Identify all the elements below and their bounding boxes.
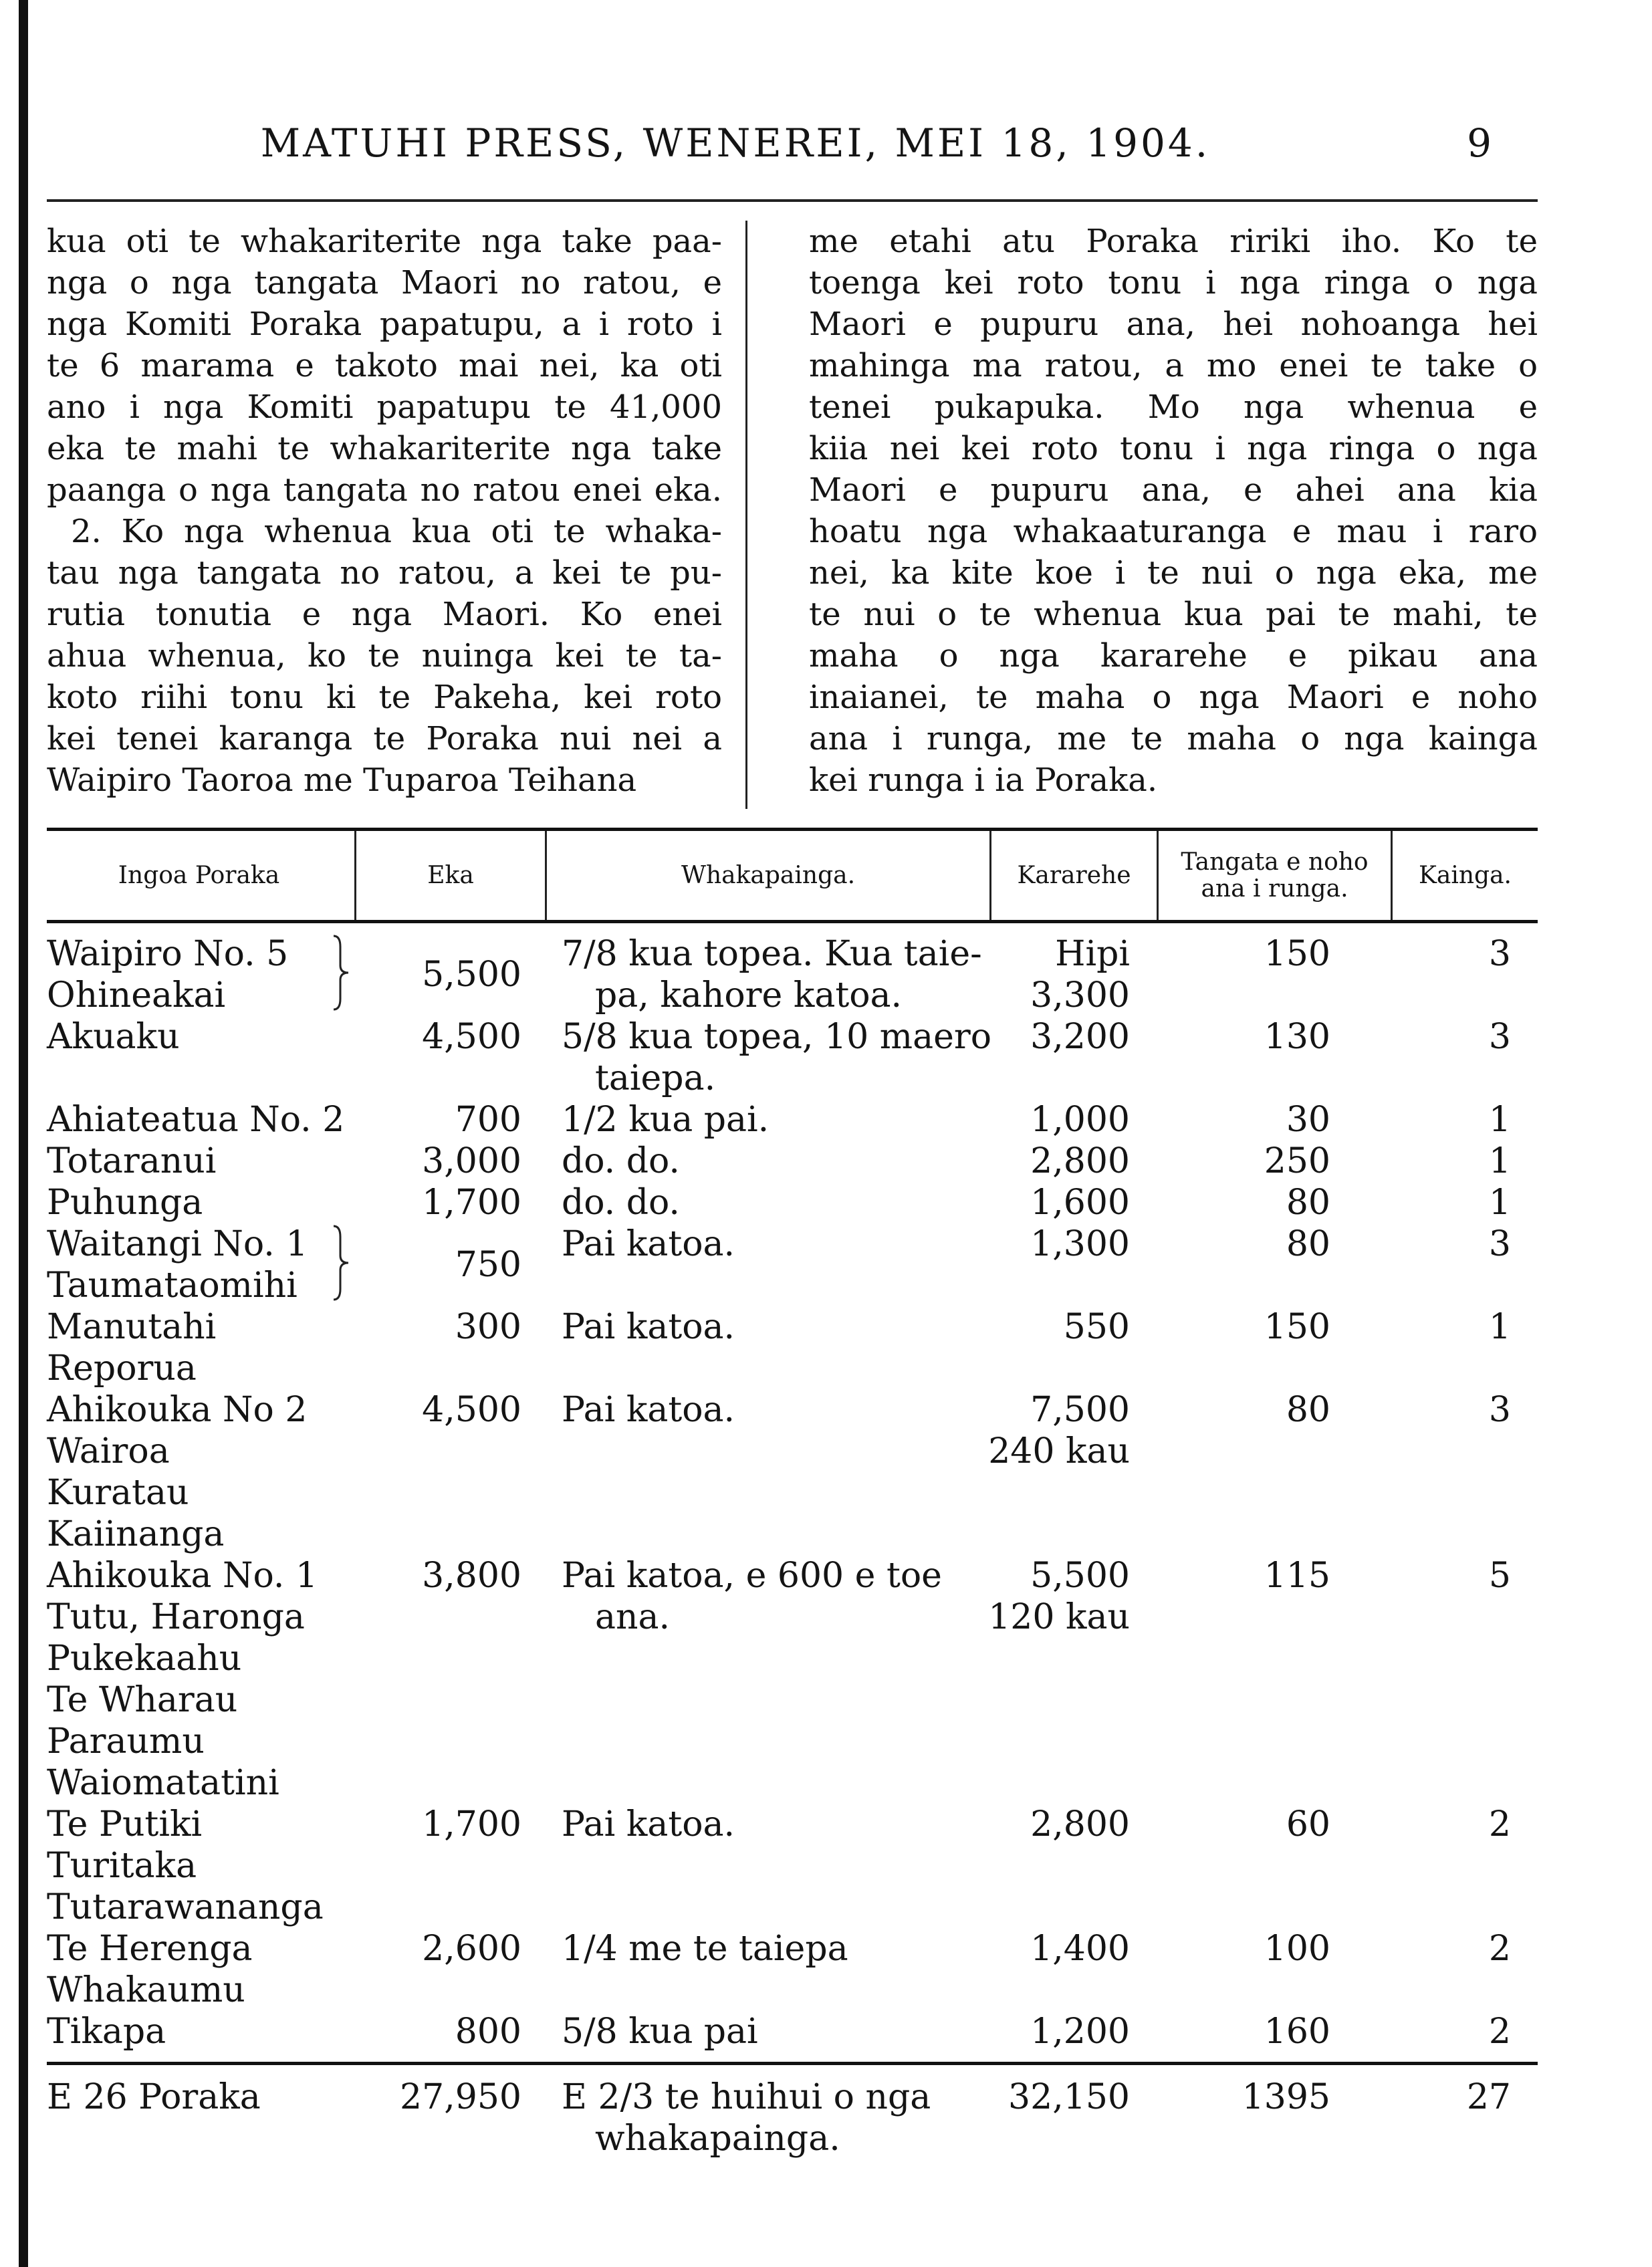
tangata-line: 160 — [1264, 2012, 1330, 2052]
kararehe-line: 1,200 — [1030, 2012, 1130, 2052]
table-row — [47, 1099, 1538, 1141]
kainga-line: 1 — [1488, 1141, 1511, 1181]
kararehe-line: 3,300 — [1030, 975, 1130, 1016]
block-whakapainga — [562, 1016, 992, 1099]
block-name-line: Totaranui — [47, 1141, 217, 1181]
kainga-line: 3 — [1488, 1017, 1511, 1057]
whakapainga-line: 1/2 kua pai. — [562, 1100, 770, 1140]
whakapainga-line: whakapainga. — [595, 2119, 840, 2159]
whakapainga-line: ana. — [595, 1597, 671, 1637]
body-text-line: paanga o nga tangata no ratou enei eka. — [47, 471, 722, 509]
header-name: Ingoa Poraka — [118, 861, 280, 889]
header-tangata-line1: Tangata e noho — [1181, 848, 1369, 876]
body-text-line: kiia nei kei roto tonu i nga ringa o nga — [809, 430, 1538, 467]
kainga-line: 2 — [1488, 1804, 1511, 1844]
kainga-line: 1 — [1488, 1100, 1511, 1140]
block-name-line: Ahikouka No 2 — [47, 1390, 308, 1430]
body-text-line: eka te mahi te whakariterite nga take — [47, 430, 722, 467]
page-edge-rule — [19, 0, 28, 2267]
table-row — [47, 1389, 1538, 1555]
kainga-line: 3 — [1488, 1224, 1511, 1264]
kararehe-line: 1,000 — [1030, 1100, 1130, 1140]
tangata-line: 150 — [1264, 934, 1330, 974]
block-name-line: Te Putiki — [47, 1804, 203, 1844]
block-tangata — [1130, 1099, 1330, 1141]
kararehe-line: 550 — [1063, 1307, 1130, 1347]
block-name-line: Wairoa — [47, 1431, 170, 1471]
block-tangata — [1130, 1389, 1330, 1431]
block-name-line: Ohineakai — [47, 975, 226, 1016]
tangata-line: 115 — [1264, 1556, 1330, 1596]
block-name-line: Turitaka — [47, 1846, 197, 1886]
whakapainga-line: 1/4 me te taiepa — [562, 1929, 848, 1969]
left-column — [47, 221, 722, 801]
right-column — [809, 221, 1538, 801]
block-name-line: Taumataomihi — [47, 1266, 298, 1306]
block-kainga — [1397, 1928, 1511, 1970]
block-eka: 4,500 — [422, 1017, 521, 1057]
block-name — [47, 1928, 381, 2011]
block-eka: 800 — [455, 2012, 521, 2052]
block-kainga — [1397, 1141, 1511, 1182]
body-text-line: ahua whenua, ko te nuinga kei te ta- — [47, 637, 722, 675]
table-row — [47, 1306, 1538, 1348]
body-text-line: mahinga ma ratou, a mo enei te take o — [809, 347, 1538, 384]
kainga-line: 1 — [1488, 1307, 1511, 1347]
block-whakapainga — [562, 1099, 989, 1141]
body-text-line: maha o nga kararehe e pikau ana — [809, 637, 1538, 675]
block-kararehe — [943, 1555, 1130, 1638]
block-tangata — [1130, 1016, 1330, 1058]
block-eka: 3,000 — [422, 1141, 521, 1181]
block-kararehe — [943, 1223, 1130, 1265]
block-eka: 700 — [455, 1100, 521, 1140]
block-name-line: Waipiro No. 5 — [47, 934, 289, 974]
column-divider — [745, 221, 747, 809]
header-eka: Eka — [427, 861, 474, 889]
header-desc: Whakapainga. — [681, 861, 856, 889]
block-name-line: Tutu, Haronga — [47, 1597, 305, 1637]
block-tangata — [1130, 1306, 1330, 1348]
total-kararehe: 32,150 — [1008, 2077, 1130, 2117]
block-kainga — [1397, 1389, 1511, 1431]
block-kainga — [1397, 1182, 1511, 1223]
block-kainga — [1397, 1223, 1511, 1265]
body-text-line: te nui o te whenua kua pai te mahi, te — [809, 596, 1538, 633]
whakapainga-line: pa, kahore katoa. — [595, 975, 903, 1016]
block-kainga — [1397, 1099, 1511, 1141]
whakapainga-line: Pai katoa. — [562, 1804, 735, 1844]
block-name-line: Pukekaahu — [47, 1639, 242, 1679]
block-name — [47, 1182, 381, 1223]
block-kainga — [1397, 1804, 1511, 1845]
page-number: 9 — [1467, 120, 1492, 166]
kainga-line: 3 — [1488, 1390, 1511, 1430]
body-text-line: Waipiro Taoroa me Tuparoa Teihana — [47, 761, 637, 799]
kainga-line: 2 — [1488, 1929, 1511, 1969]
table-row — [47, 1141, 1538, 1182]
block-kararehe — [943, 1928, 1130, 1970]
block-name-line: Reporua — [47, 1348, 197, 1389]
table-total-rule — [47, 2062, 1538, 2065]
whakapainga-line: 7/8 kua topea. Kua taie- — [562, 934, 982, 974]
block-name — [47, 1804, 381, 1928]
block-eka: 2,600 — [422, 1929, 521, 1969]
body-text-line: ana i runga, me te maha o nga kainga — [809, 720, 1538, 757]
block-eka: 1,700 — [422, 1183, 521, 1223]
block-name-line: Whakaumu — [47, 1970, 245, 2010]
kararehe-line: 2,800 — [1030, 1804, 1130, 1844]
block-name-line: Kaiinanga — [47, 1514, 225, 1554]
brace-icon — [331, 1223, 351, 1302]
header-kararehe: Kararehe — [1017, 861, 1131, 889]
block-kararehe — [943, 1306, 1130, 1348]
total-tangata: 1395 — [1242, 2077, 1330, 2117]
table-row — [47, 1348, 1538, 1389]
block-name — [47, 1016, 381, 1058]
tangata-line: 30 — [1286, 1100, 1330, 1140]
table-row — [47, 1555, 1538, 1804]
block-whakapainga — [562, 1223, 989, 1265]
kararehe-line: 2,800 — [1030, 1141, 1130, 1181]
block-name — [47, 1099, 381, 1141]
block-name-line: Waitangi No. 1 — [47, 1224, 308, 1264]
tangata-line: 130 — [1264, 1017, 1330, 1057]
body-text-line: kua oti te whakariterite nga take paa- — [47, 223, 722, 260]
block-name — [47, 1555, 381, 1804]
kararehe-line: 240 kau — [988, 1431, 1130, 1471]
block-eka: 3,800 — [422, 1556, 521, 1596]
block-name — [47, 1389, 381, 1555]
body-text-line: rutia tonutia e nga Maori. Ko enei — [47, 596, 722, 633]
block-whakapainga — [562, 1141, 989, 1182]
whakapainga-line: 5/8 kua pai — [562, 2012, 758, 2052]
page-title: MATUHI PRESS, WENEREI, MEI 18, 1904. — [260, 120, 1211, 166]
header-tangata-line2: ana i runga. — [1201, 874, 1348, 903]
body-text-line: koto riihi tonu ki te Pakeha, kei roto — [47, 679, 722, 716]
tangata-line: 100 — [1264, 1929, 1330, 1969]
body-text-line: toenga kei roto tonu i nga ringa o nga — [809, 264, 1538, 302]
kararehe-line: 1,300 — [1030, 1224, 1130, 1264]
block-eka: 4,500 — [422, 1390, 521, 1430]
block-tangata — [1130, 1141, 1330, 1182]
block-kararehe — [943, 933, 1130, 1016]
block-tangata — [1130, 1223, 1330, 1265]
header-tangata — [1159, 831, 1391, 920]
block-eka: 300 — [455, 1307, 521, 1347]
block-kainga — [1397, 1555, 1511, 1596]
block-eka: 1,700 — [422, 1804, 521, 1844]
header-rule — [47, 199, 1538, 202]
whakapainga-line: Pai katoa. — [562, 1390, 735, 1430]
header-kainga: Kainga. — [1418, 861, 1512, 889]
body-text-line: nga o nga tangata Maori no ratou, e — [47, 264, 722, 302]
block-kainga — [1397, 1306, 1511, 1348]
block-kararehe — [943, 1141, 1130, 1182]
table-row — [47, 933, 1538, 1016]
block-tangata — [1130, 1182, 1330, 1223]
kainga-line: 1 — [1488, 1183, 1511, 1223]
block-name-line: Ahiateatua No. 2 — [47, 1100, 345, 1140]
body-text-line: Maori e pupuru ana, hei nohoanga hei — [809, 306, 1538, 343]
body-text-line: te 6 marama e takoto mai nei, ka oti — [47, 347, 722, 384]
block-kararehe — [943, 1804, 1130, 1845]
kararehe-line: 5,500 — [1030, 1556, 1130, 1596]
block-kararehe — [943, 2011, 1130, 2052]
block-name-line: Tikapa — [47, 2012, 166, 2052]
kararehe-line: 7,500 — [1030, 1390, 1130, 1430]
kararehe-line: 3,200 — [1030, 1017, 1130, 1057]
block-kainga — [1397, 1016, 1511, 1058]
block-whakapainga — [562, 1182, 989, 1223]
total-eka: 27,950 — [400, 2077, 521, 2117]
block-eka: 750 — [455, 1245, 521, 1285]
body-text-line: tau nga tangata no ratou, a kei te pu- — [47, 554, 722, 592]
block-name-line: Tutarawananga — [47, 1887, 324, 1927]
body-text-line: nga Komiti Poraka papatupu, a i roto i — [47, 306, 722, 343]
block-tangata — [1130, 1928, 1330, 1970]
block-eka: 5,500 — [422, 955, 521, 995]
block-tangata — [1130, 2011, 1330, 2052]
body-text-line: 2. Ko nga whenua kua oti te whaka- — [71, 513, 722, 550]
body-text-line: ano i nga Komiti papatupu te 41,000 — [47, 388, 722, 426]
block-name-line: Waiomatatini — [47, 1763, 279, 1803]
block-tangata — [1130, 1555, 1330, 1596]
table-header-rule — [47, 920, 1538, 923]
block-name-line: Te Herenga — [47, 1929, 253, 1969]
block-name — [47, 2011, 381, 2052]
tangata-line: 80 — [1286, 1183, 1330, 1223]
total-name: E 26 Poraka — [47, 2077, 261, 2117]
kararehe-line: 1,400 — [1030, 1929, 1130, 1969]
body-text-line: hoatu nga whakaaturanga e mau i raro — [809, 513, 1538, 550]
block-whakapainga — [562, 1389, 989, 1431]
block-name-line: Te Wharau — [47, 1680, 238, 1720]
table-row — [47, 1223, 1538, 1306]
whakapainga-line: do. do. — [562, 1183, 680, 1223]
block-kararehe — [943, 1182, 1130, 1223]
block-name — [47, 1348, 381, 1389]
tangata-line: 150 — [1264, 1307, 1330, 1347]
block-name-line: Puhunga — [47, 1183, 203, 1223]
table-row — [47, 1804, 1538, 1928]
tangata-line: 250 — [1264, 1141, 1330, 1181]
whakapainga-line: Pai katoa. — [562, 1224, 735, 1264]
block-whakapainga — [562, 1928, 989, 1970]
body-text-line: me etahi atu Poraka ririki iho. Ko te — [809, 223, 1538, 260]
block-name — [47, 1306, 381, 1348]
kainga-line: 5 — [1488, 1556, 1511, 1596]
whakapainga-line: 5/8 kua topea, 10 maero — [562, 1017, 992, 1057]
body-text-line: inaianei, te maha o nga Maori e noho — [809, 679, 1538, 716]
block-name-line: Ahikouka No. 1 — [47, 1556, 318, 1596]
block-whakapainga — [562, 1555, 989, 1638]
block-whakapainga — [562, 933, 989, 1016]
whakapainga-line: do. do. — [562, 1141, 680, 1181]
whakapainga-line: Pai katoa. — [562, 1307, 735, 1347]
block-kainga — [1397, 2011, 1511, 2052]
body-text-line: nei, ka kite koe i te nui o nga eka, me — [809, 554, 1538, 592]
whakapainga-line: Pai katoa, e 600 e toe — [562, 1556, 942, 1596]
table-row — [47, 1928, 1538, 2011]
block-tangata — [1130, 1804, 1330, 1845]
tangata-line: 80 — [1286, 1390, 1330, 1430]
total-whakapainga — [562, 2076, 989, 2159]
block-whakapainga — [562, 2011, 989, 2052]
table-row — [47, 1182, 1538, 1223]
tangata-line: 60 — [1286, 1804, 1330, 1844]
kainga-line: 3 — [1488, 934, 1511, 974]
block-name-line: Kuratau — [47, 1473, 189, 1513]
block-name-line: Manutahi — [47, 1307, 217, 1347]
body-text-line: kei tenei karanga te Poraka nui nei a — [47, 720, 722, 757]
block-kararehe — [943, 1389, 1130, 1472]
block-whakapainga — [562, 1804, 989, 1845]
block-name — [47, 1141, 381, 1182]
whakapainga-line: taiepa. — [595, 1058, 716, 1098]
brace-icon — [331, 933, 351, 1012]
block-tangata — [1130, 933, 1330, 975]
kararehe-line: Hipi — [1055, 934, 1130, 974]
whakapainga-line: E 2/3 te huihui o nga — [562, 2077, 931, 2117]
block-kainga — [1397, 933, 1511, 975]
block-name-line: Akuaku — [47, 1017, 180, 1057]
table-row — [47, 1016, 1538, 1099]
body-text-line: Maori e pupuru ana, e ahei ana kia — [809, 471, 1538, 509]
tangata-line: 80 — [1286, 1224, 1330, 1264]
total-kainga: 27 — [1466, 2077, 1511, 2117]
block-name-line: Paraumu — [47, 1721, 205, 1762]
running-head — [0, 120, 1652, 174]
block-kararehe — [943, 1016, 1130, 1058]
block-whakapainga — [562, 1306, 989, 1348]
block-kararehe — [943, 1099, 1130, 1141]
kararehe-line: 1,600 — [1030, 1183, 1130, 1223]
body-columns — [47, 221, 1538, 802]
kainga-line: 2 — [1488, 2012, 1511, 2052]
body-text-line: tenei pukapuka. Mo nga whenua e — [809, 388, 1538, 426]
table-row — [47, 2011, 1538, 2052]
body-text-line: kei runga i ia Poraka. — [809, 761, 1158, 799]
kararehe-line: 120 kau — [988, 1597, 1130, 1637]
